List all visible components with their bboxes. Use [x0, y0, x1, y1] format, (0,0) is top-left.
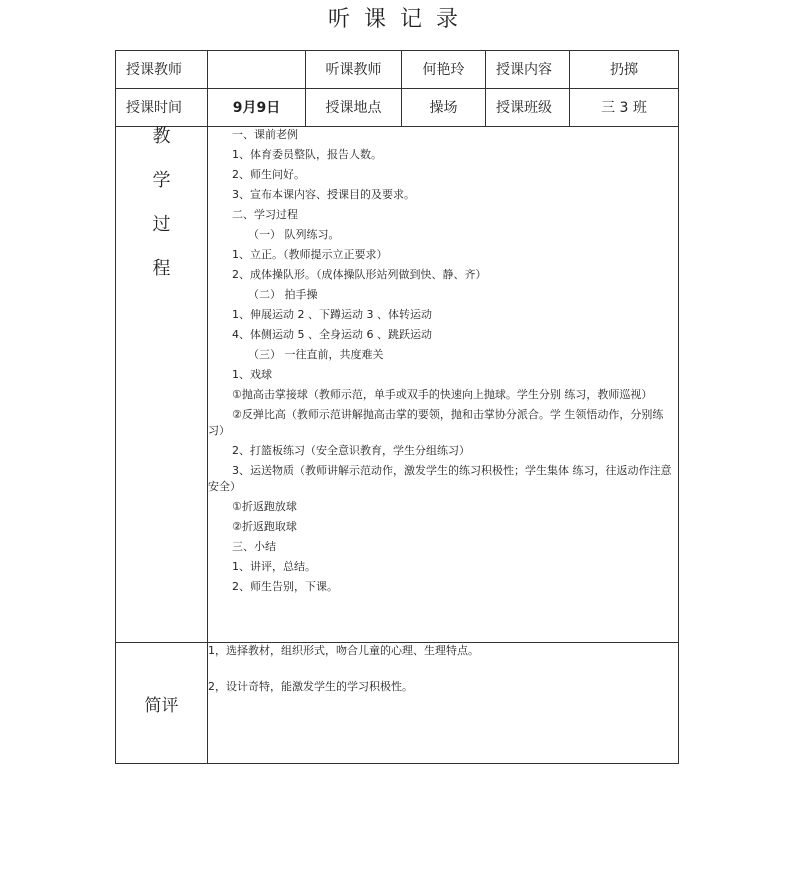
header-row-1	[116, 51, 679, 89]
page-title: 听课记录	[327, 7, 472, 32]
teacher-value	[208, 51, 306, 89]
process-line: 1、体育委员整队，报告人数。	[232, 148, 382, 161]
place-value: 操场	[402, 89, 486, 127]
process-line: 1、讲评，总结。	[232, 560, 316, 573]
process-line: 二、学习过程	[232, 208, 298, 221]
time-value: 9月9日	[208, 89, 306, 127]
process-line: 3、运送物质（教师讲解示范动作，激发学生的练习积极性；学生集体 练习，往返动作注意安全）	[208, 464, 672, 493]
label-listener: 听课教师	[306, 51, 402, 89]
process-line: ①折返跑放球	[232, 500, 297, 513]
class-value: 三 3 班	[570, 89, 679, 127]
label-class: 授课班级	[486, 89, 570, 127]
process-line: 1、立正。（教师提示立正要求）	[232, 248, 388, 261]
process-line: 2、师生告别，下课。	[232, 580, 338, 593]
review-content	[208, 643, 679, 764]
content-value: 扔掷	[570, 51, 679, 89]
header-row-2	[116, 89, 679, 127]
process-line: 2、成体操队形。（成体操队形站列做到快、静、齐）	[232, 268, 487, 281]
label-time: 授课时间	[116, 89, 208, 127]
process-line: ②反弹比高（教师示范讲解抛高击掌的要领，抛和击掌协分派合。学 生领悟动作，分别练习）	[208, 408, 664, 437]
review-line: 2，设计奇特，能激发学生的学习积极性。	[208, 680, 413, 693]
process-line: 2、打篮板练习（安全意识教育，学生分组练习）	[232, 444, 470, 457]
review-label: 简评	[116, 643, 208, 764]
process-label: 教 学 过 程	[116, 127, 208, 643]
process-line: （三） 一往直前，共度难关	[248, 348, 384, 361]
process-line: 一、课前老例	[232, 128, 298, 141]
review-line: 1，选择教材，组织形式，吻合儿童的心理、生理特点。	[208, 644, 479, 657]
label-teacher: 授课教师	[116, 51, 208, 89]
process-line: 2、师生问好。	[232, 168, 305, 181]
process-line: 3、宣布本课内容、授课目的及要求。	[232, 188, 415, 201]
process-row	[116, 127, 679, 643]
label-content: 授课内容	[486, 51, 570, 89]
process-line: ①抛高击掌接球（教师示范，单手或双手的快速向上抛球。学生分别 练习，教师巡视）	[232, 388, 653, 401]
review-row	[116, 643, 679, 764]
lesson-record-table	[115, 50, 679, 764]
process-line: 4、体侧运动 5 、全身运动 6 、跳跃运动	[232, 328, 432, 341]
listener-value: 何艳玲	[402, 51, 486, 89]
process-line: ②折返跑取球	[232, 520, 297, 533]
process-content	[208, 127, 679, 643]
process-line: 三、小结	[232, 540, 276, 553]
label-place: 授课地点	[306, 89, 402, 127]
process-line: （一） 队列练习。	[248, 228, 340, 241]
process-line: 1、戏球	[232, 368, 272, 381]
process-line: （二） 拍手操	[248, 288, 318, 301]
process-line: 1、伸展运动 2 、下蹲运动 3 、体转运动	[232, 308, 432, 321]
